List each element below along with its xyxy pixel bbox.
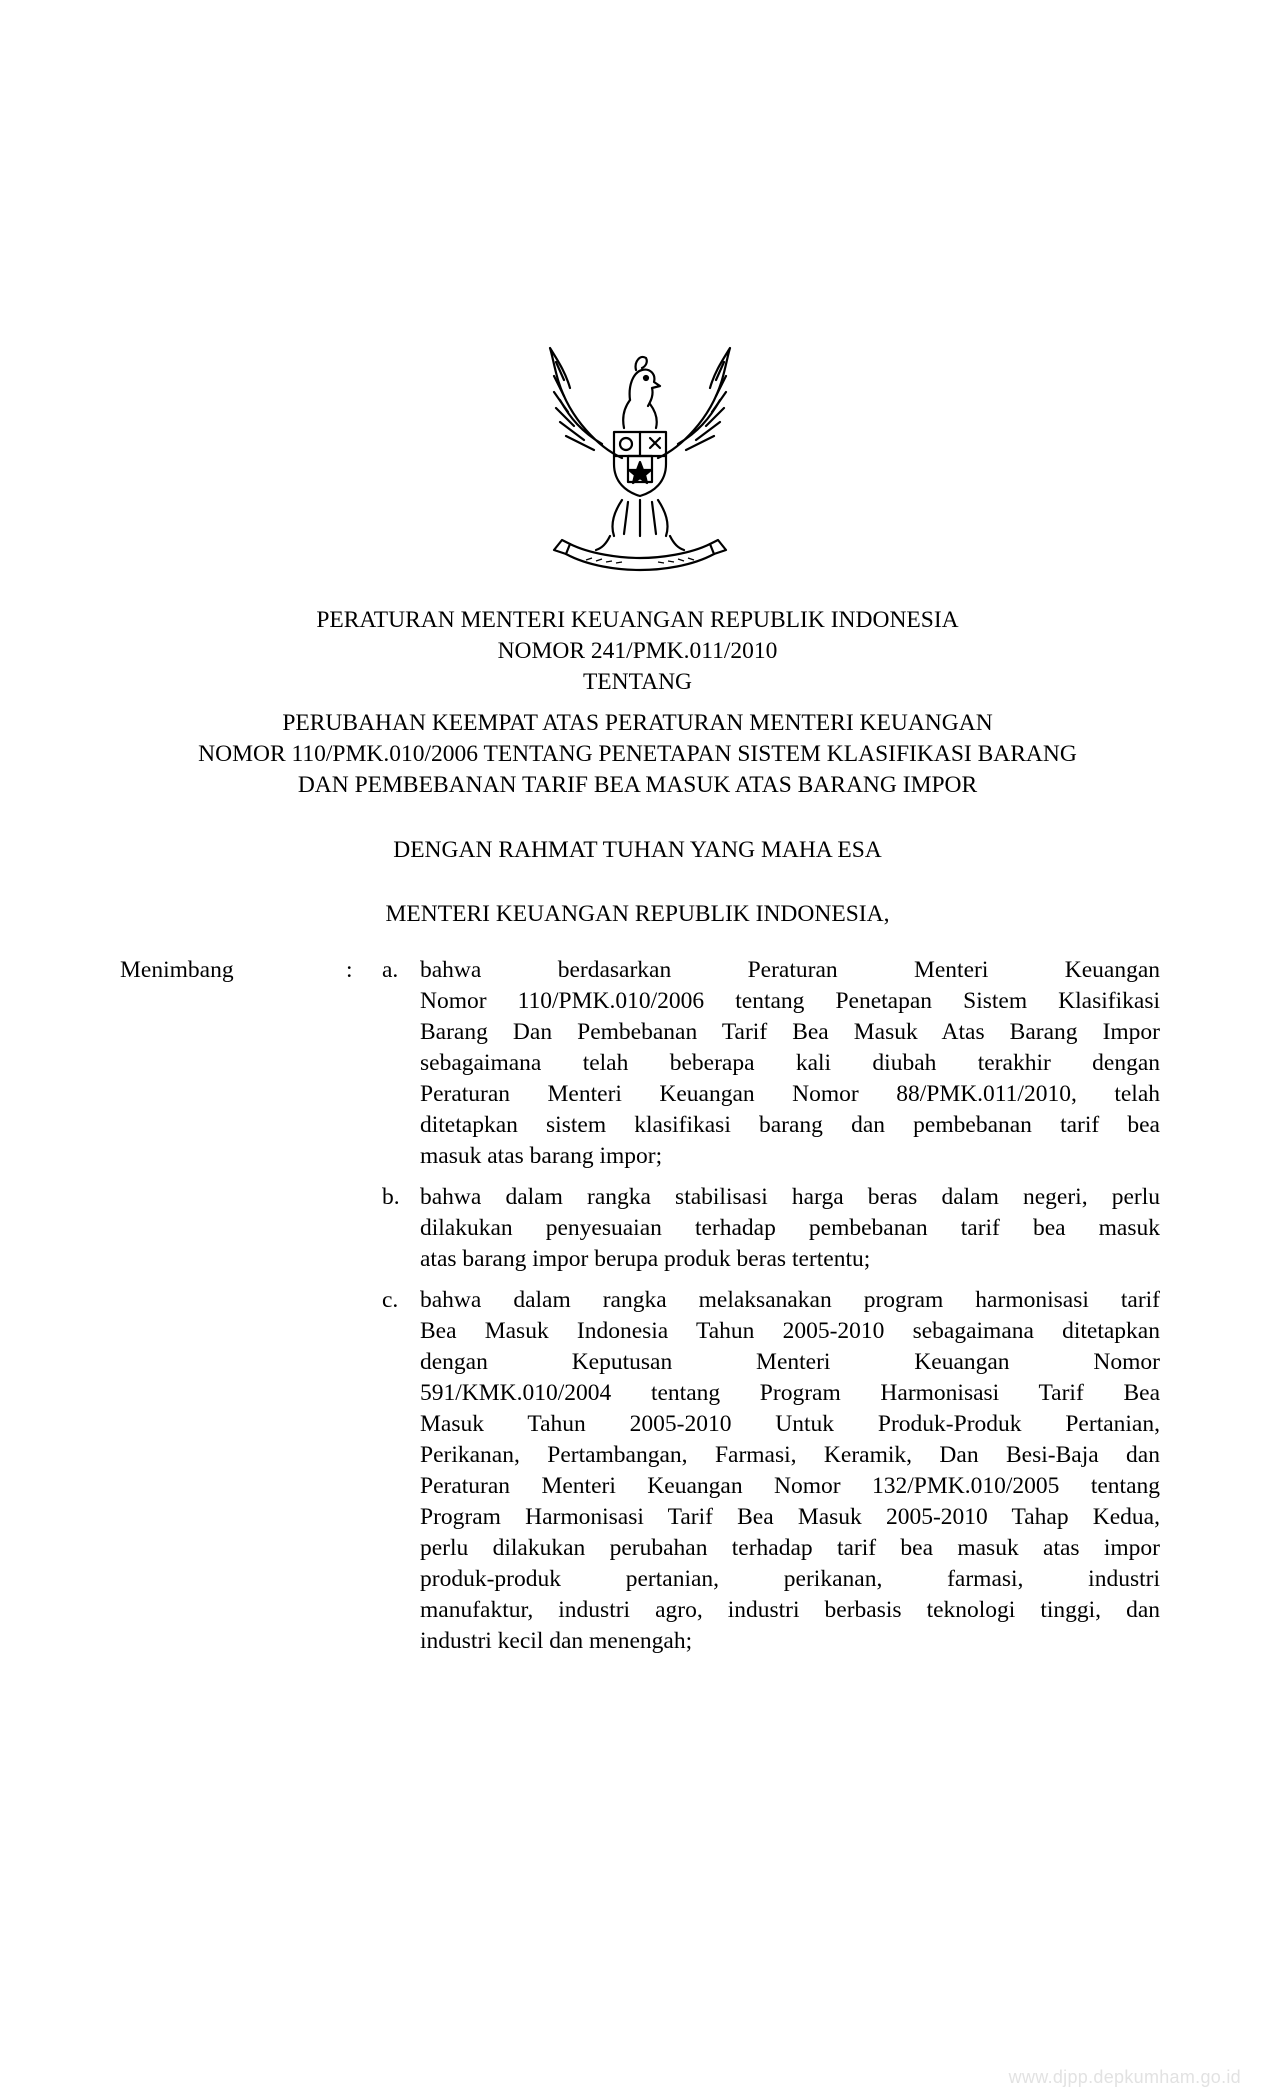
clause-line: bahwa berdasarkan Peraturan Menteri Keuangan — [420, 957, 1160, 983]
clause-text — [420, 1285, 1160, 1657]
clause-line: Nomor 110/PMK.010/2006 tentang Penetapan Sistem Klasifikasi — [420, 988, 1160, 1014]
clause-line: 591/KMK.010/2004 tentang Program Harmonisasi Tarif Bea — [420, 1380, 1160, 1406]
clause-line: produk-produk pertanian, perikanan, farmasi, industri — [420, 1566, 1160, 1592]
clause-line: industri kecil dan menengah; — [420, 1628, 693, 1654]
clause-line: perlu dilakukan perubahan terhadap tarif bea masuk atas impor — [420, 1535, 1160, 1561]
clause-line: Masuk Tahun 2005-2010 Untuk Produk-Produk Pertanian, — [420, 1411, 1160, 1437]
clause-line: manufaktur, industri agro, industri berbasis teknologi tinggi, dan — [420, 1597, 1160, 1623]
clause-text — [420, 1182, 1160, 1275]
garuda-emblem-icon — [530, 340, 750, 580]
clause-line: Bea Masuk Indonesia Tahun 2005-2010 sebagaimana ditetapkan — [420, 1318, 1160, 1344]
clause-line: dilakukan penyesuaian terhadap pembebanan tarif bea masuk — [420, 1215, 1160, 1241]
clause-line: masuk atas barang impor; — [420, 1143, 663, 1169]
clause-letter: c. — [382, 1287, 399, 1313]
clause-line: Program Harmonisasi Tarif Bea Masuk 2005-2010 Tahap Kedua, — [420, 1504, 1160, 1530]
minister-heading-text: MENTERI KEUANGAN REPUBLIK INDONESIA, — [385, 901, 890, 927]
title-line-3: TENTANG — [582, 669, 693, 695]
clause-line: bahwa dalam rangka melaksanakan program harmonisasi tarif — [420, 1287, 1160, 1313]
title-line-2: NOMOR 241/PMK.011/2010 — [497, 638, 778, 664]
minister-heading — [0, 899, 1275, 930]
subject-line-1: PERUBAHAN KEEMPAT ATAS PERATURAN MENTERI KEUANGAN — [282, 710, 993, 736]
title-line-1: PERATURAN MENTERI KEUANGAN REPUBLIK INDONESIA — [316, 607, 959, 633]
regulation-title — [0, 605, 1275, 698]
clause-line: Perikanan, Pertambangan, Farmasi, Keramik, Dan Besi-Baja dan — [420, 1442, 1160, 1468]
clause-line: atas barang impor berupa produk beras tertentu; — [420, 1246, 871, 1272]
clause-line: sebagaimana telah beberapa kali diubah terakhir dengan — [420, 1050, 1160, 1076]
clause-line: Peraturan Menteri Keuangan Nomor 88/PMK.011/2010, telah — [420, 1081, 1160, 1107]
clause-line: Peraturan Menteri Keuangan Nomor 132/PMK.010/2005 tentang — [420, 1473, 1160, 1499]
clause-line: Barang Dan Pembebanan Tarif Bea Masuk Atas Barang Impor — [420, 1019, 1160, 1045]
subject-line-3: DAN PEMBEBANAN TARIF BEA MASUK ATAS BARANG IMPOR — [297, 772, 978, 798]
subject-line-2: NOMOR 110/PMK.010/2006 TENTANG PENETAPAN SISTEM KLASIFIKASI BARANG — [198, 741, 1077, 767]
invocation — [0, 835, 1275, 866]
clause-letter: b. — [382, 1184, 400, 1210]
clause-text — [420, 955, 1160, 1172]
considering-colon: : — [346, 957, 353, 983]
clause-letter: a. — [382, 957, 399, 983]
considering-label: Menimbang — [120, 957, 234, 983]
clause-line: ditetapkan sistem klasifikasi barang dan pembebanan tarif bea — [420, 1112, 1160, 1138]
clause-line: dengan Keputusan Menteri Keuangan Nomor — [420, 1349, 1160, 1375]
invocation-text: DENGAN RAHMAT TUHAN YANG MAHA ESA — [393, 837, 882, 863]
regulation-subject — [0, 708, 1275, 801]
clause-line: bahwa dalam rangka stabilisasi harga beras dalam negeri, perlu — [420, 1184, 1160, 1210]
source-watermark: www.djpp.depkumham.go.id — [1008, 2067, 1241, 2087]
